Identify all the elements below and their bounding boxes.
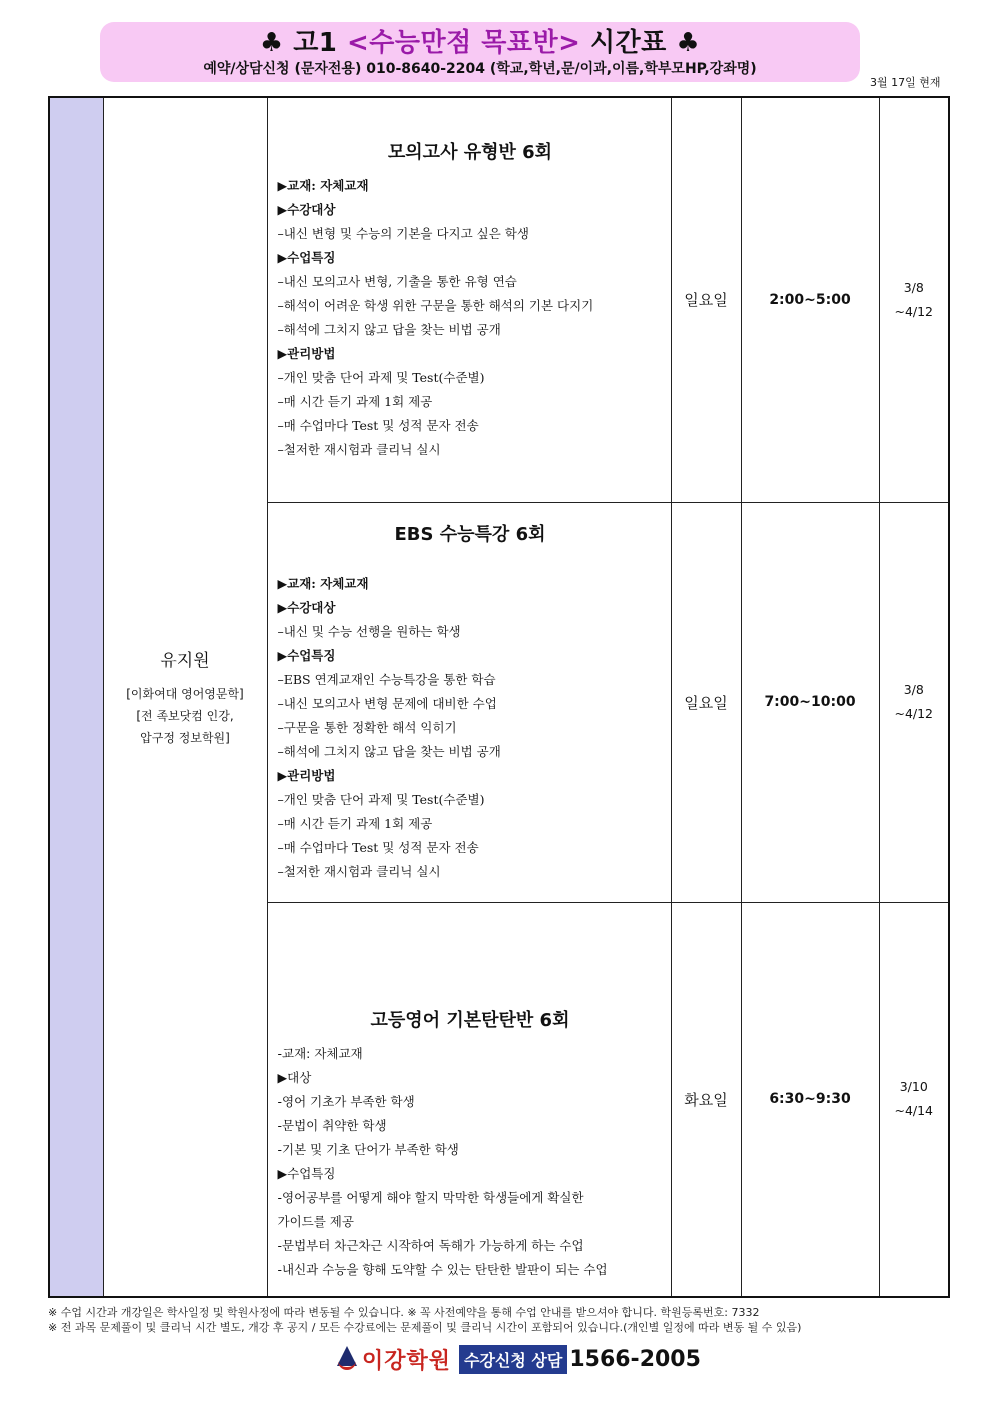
teacher-credential: [이화여대 영어영문학] <box>126 686 244 701</box>
course-title: 고등영어 기본탄탄반 6회 <box>370 1010 570 1032</box>
header-banner <box>100 22 860 82</box>
course-time: 2:00~5:00 <box>741 97 879 502</box>
course-line: 가이드를 제공 <box>277 1214 354 1230</box>
course-day: 일요일 <box>671 97 741 502</box>
course-period <box>879 502 949 902</box>
teacher-name: 유지원 <box>160 650 210 671</box>
course-description <box>278 174 663 462</box>
course-time: 7:00~10:00 <box>741 502 879 902</box>
course-start-date: 3/10 <box>899 1079 928 1095</box>
teacher-cell <box>103 97 267 1297</box>
course-title: EBS 수능특강 6회 <box>394 524 546 545</box>
course-line: –구문을 통한 정확한 해석 익히기 <box>277 720 457 735</box>
course-line: ▶관리방법 <box>277 768 336 783</box>
course-line: –매 시간 듣기 과제 1회 제공 <box>277 816 433 831</box>
title-prefix: ♣ 고1 <box>259 28 347 58</box>
course-start-date: 3/8 <box>903 682 924 697</box>
course-period <box>879 902 949 1297</box>
teacher-credential: [전 족보닷컴 인강, <box>136 708 234 723</box>
page-title <box>100 26 860 60</box>
course-line: –매 수업마다 Test 및 성적 문자 전송 <box>277 417 479 433</box>
footnotes <box>48 1305 801 1335</box>
course-line: –매 수업마다 Test 및 성적 문자 전송 <box>277 840 479 855</box>
course-line: –내신 변형 및 수능의 기본을 다지고 싶은 학생 <box>277 225 529 241</box>
course-line: –매 시간 듣기 과제 1회 제공 <box>277 393 433 409</box>
course-description <box>278 1042 663 1282</box>
course-line: ▶교재: 자체교재 <box>277 177 369 193</box>
course-line: –내신 모의고사 변형 문제에 대비한 수업 <box>277 696 497 711</box>
footnote: ※ 수업 시간과 개강일은 학사일정 및 학원사정에 따라 변동될 수 있습니다. ※ 꼭 사전예약을 통해 수업 안내를 받으셔야 합니다. 학원등록번호: 7332 <box>48 1306 760 1319</box>
course-cell <box>267 502 671 902</box>
course-line: -영어공부를 어떻게 해야 할지 막막한 학생들에게 확실한 <box>277 1190 584 1206</box>
footnote: ※ 전 과목 문제풀이 및 클리닉 시간 별도, 개강 후 공지 / 모든 수강료에는 문제풀이 및 클리닉 시간이 포함되어 있습니다.(개인별 일정에 따라 변동 될 수 있음) <box>48 1321 802 1334</box>
course-line: ▶수업특징 <box>277 648 336 663</box>
contact-subtitle: 예약/상담신청 (문자전용) 010-8640-2204 (학교,학년,문/이과,이름,학부모HP,강좌명) <box>203 61 757 77</box>
brand-name: 이강학원 <box>362 1348 452 1374</box>
course-end-date: ~4/12 <box>894 706 934 721</box>
as-of-date: 3월 17일 현재 <box>870 76 941 89</box>
course-line: -교재: 자체교재 <box>277 1046 363 1062</box>
course-line: ▶관리방법 <box>277 345 336 361</box>
category-strip <box>49 97 103 1297</box>
course-line: ▶수강대상 <box>277 201 336 217</box>
course-line: -영어 기초가 부족한 학생 <box>277 1094 415 1110</box>
course-period <box>879 97 949 502</box>
course-line: –EBS 연계교재인 수능특강을 통한 학습 <box>277 672 496 687</box>
course-cell <box>267 902 671 1297</box>
course-line: –철저한 재시험과 클리닉 실시 <box>277 864 441 879</box>
course-line: –개인 맞춤 단어 과제 및 Test(수준별) <box>277 369 485 385</box>
course-line: ▶수강대상 <box>277 600 336 615</box>
course-line: ▶대상 <box>277 1070 312 1086</box>
course-start-date: 3/8 <box>903 279 924 295</box>
course-line: ▶수업특징 <box>277 249 336 265</box>
course-line: –해석이 어려운 학생 위한 구문을 통한 해석의 기본 다지기 <box>277 297 594 313</box>
course-line: –내신 및 수능 선행을 원하는 학생 <box>277 624 461 639</box>
course-line: -내신과 수능을 향해 도약할 수 있는 탄탄한 발판이 되는 수업 <box>277 1262 608 1278</box>
footer-brand <box>336 1342 701 1376</box>
course-line: –해석에 그치지 않고 답을 찾는 비법 공개 <box>277 321 501 337</box>
course-line: -문법부터 차근차근 시작하여 독해가 가능하게 하는 수업 <box>277 1238 584 1254</box>
course-cell <box>267 97 671 502</box>
course-day: 일요일 <box>671 502 741 902</box>
course-line: –해석에 그치지 않고 답을 찾는 비법 공개 <box>277 744 501 759</box>
academy-logo-icon <box>336 1344 358 1374</box>
course-line: ▶수업특징 <box>277 1166 336 1182</box>
enroll-consult-badge: 수강신청 상담 <box>459 1345 567 1374</box>
course-title: 모의고사 유형반 6회 <box>387 141 553 163</box>
course-line: –철저한 재시험과 클리닉 실시 <box>277 441 441 457</box>
course-day: 화요일 <box>671 902 741 1297</box>
table-row <box>49 97 949 502</box>
teacher-credential: 압구정 정보학원] <box>140 730 230 745</box>
course-time: 6:30~9:30 <box>741 902 879 1297</box>
title-suffix: 시간표 ♣ <box>580 28 701 58</box>
title-accent: <수능만점 목표반> <box>346 28 581 58</box>
course-line: –개인 맞춤 단어 과제 및 Test(수준별) <box>277 792 485 807</box>
course-line: -문법이 취약한 학생 <box>277 1118 387 1134</box>
course-end-date: ~4/12 <box>894 303 934 319</box>
course-line: -기본 및 기초 단어가 부족한 학생 <box>277 1142 459 1158</box>
course-description <box>278 572 663 884</box>
schedule-table <box>48 96 950 1298</box>
course-end-date: ~4/14 <box>894 1103 934 1119</box>
brand-phone: 1566-2005 <box>569 1346 701 1372</box>
course-line: ▶교재: 자체교재 <box>277 576 369 591</box>
course-line: –내신 모의고사 변형, 기출을 통한 유형 연습 <box>277 273 517 289</box>
